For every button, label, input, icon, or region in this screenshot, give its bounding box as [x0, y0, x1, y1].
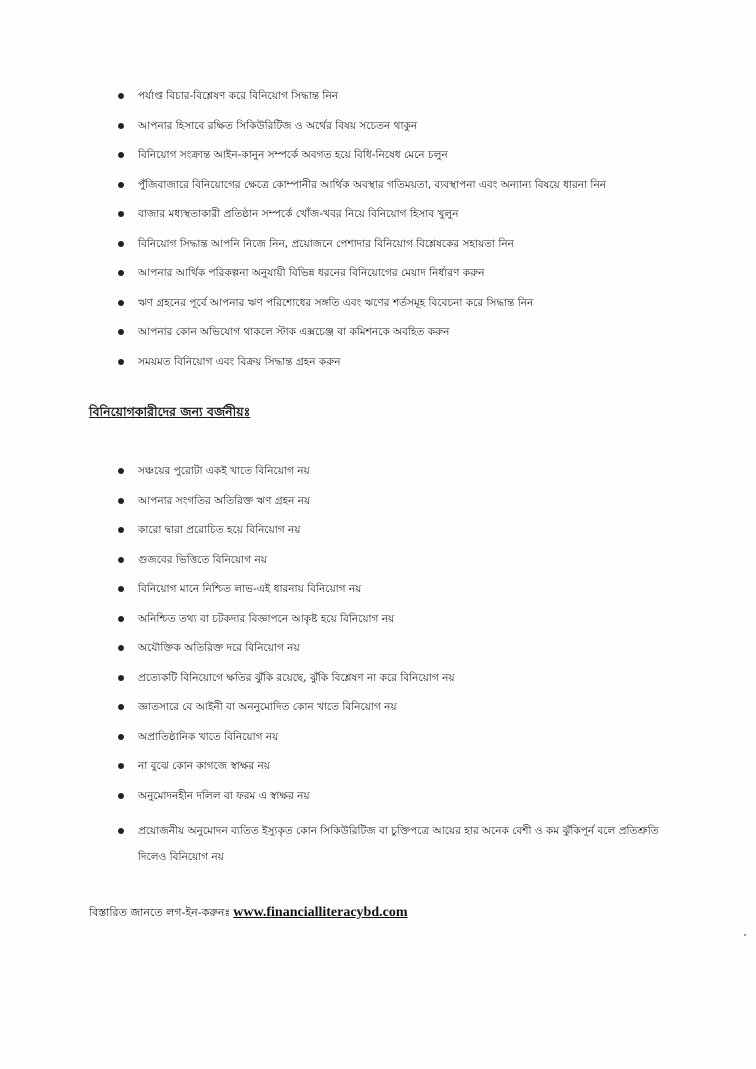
list-item-text: ঋণ গ্রহনের পূর্বে আপনার ঋণ পরিশোধের সঙ্গতি এবং ঋণের শর্তসমূহ বিবেচনা করে সিদ্ধান্ত নিন — [138, 296, 534, 309]
list-item — [118, 700, 678, 730]
bullet-icon — [118, 123, 124, 129]
list-item-text: পুঁজিবাজারে বিনিয়োগের ক্ষেত্রে কোম্পানীর আর্থিক অবস্থার গতিময়তা, ব্যবস্থাপনা এবং অন্যান্য বিষয়ে ধারনা নিন — [138, 178, 606, 191]
scan-speck — [744, 934, 746, 936]
bullet-icon — [118, 616, 124, 622]
list-item-text: অযৌক্তিক অতিরিক্ত দরে বিনিয়োগ নয় — [138, 642, 300, 654]
list-item — [118, 325, 718, 355]
list-item — [118, 178, 718, 208]
list-item-text: অনুমোদনহীন দলিল বা ফরম এ স্বাক্ষর নয় — [138, 789, 310, 802]
bullet-icon — [118, 557, 124, 563]
list-item — [118, 296, 718, 326]
avoid-section-heading: বিনিয়োগকারীদের জন্য বর্জনীয়ঃ — [89, 404, 251, 419]
bullet-icon — [118, 763, 124, 769]
bullet-icon — [118, 734, 124, 740]
list-item-text: সঞ্চয়ের পুরোটা একই খাতে বিনিয়োগ নয় — [138, 465, 310, 477]
list-item-text: আপনার আর্থিক পরিকল্পনা অনুযায়ী বিভিন্ন ধরনের বিনিয়োগের মেয়াদ নির্ধারণ করুন — [138, 267, 485, 279]
list-item — [118, 494, 678, 524]
bullet-icon — [118, 828, 124, 834]
footer-text: বিস্তারিত জানতে লগ-ইন-করুনঃ — [89, 906, 231, 919]
list-item-text: অপ্রাতিষ্ঠানিক খাতে বিনিয়োগ নয় — [138, 730, 279, 743]
bullet-icon — [118, 645, 124, 651]
list-item-text: পর্যাপ্ত বিচার-বিশ্লেষণ করে বিনিয়োগ সিদ্ধান্ত নিন — [138, 90, 338, 102]
list-item-text: বিনিয়োগ সংক্রান্ত আইন-কানুন সম্পর্কে অবগত হয়ে বিধি-নিষেধ মেনে চলুন — [138, 149, 448, 161]
list-item-text: আপনার হিসাবে রক্ষিত সিকিউরিটিজ ও অর্থের বিষয় সচেতন থাকুন — [138, 119, 418, 132]
list-item — [118, 523, 678, 553]
list-item-text: অনিশ্চিত তথ্য বা চটকদার বিজ্ঞাপনে আকৃষ্ট হয়ে বিনিয়োগ নয় — [138, 612, 395, 625]
list-item-text: প্রয়োজনীয় অনুমোদন ব্যতিত ইস্যুকৃত কোন সিকিউরিটিজ বা চুক্তিপত্রে আয়ের হার অনেক বেশী ও কম ঝুঁকিপূর্ন বলে প্রতিশ্রুতি দিলেও বিনিয়োগ নয় — [138, 825, 659, 863]
recommendations-list — [118, 89, 718, 384]
footer — [89, 904, 408, 923]
list-item-text: কারো দ্বারা প্ররোচিত হয়ে বিনিয়োগ নয় — [138, 524, 301, 536]
list-item-text: আপনার সংগতির অতিরিক্ত ঋণ গ্রহন নয় — [138, 494, 311, 507]
list-item — [118, 207, 718, 237]
bullet-icon — [118, 182, 124, 188]
list-item — [118, 266, 718, 296]
bullet-icon — [118, 468, 124, 474]
list-item — [118, 464, 678, 494]
avoid-list — [118, 464, 678, 870]
bullet-icon — [118, 675, 124, 681]
list-item-text: প্রত্যেকটি বিনিয়োগে ক্ষতির ঝুঁকি রয়েছে, ঝুঁকি বিশ্লেষণ না করে বিনিয়োগ নয় — [138, 671, 455, 684]
list-item — [118, 789, 678, 819]
website-link[interactable]: www.financialliteracybd.com — [233, 905, 408, 920]
bullet-icon — [118, 586, 124, 592]
bullet-icon — [118, 300, 124, 306]
list-item — [118, 119, 718, 149]
bullet-icon — [118, 211, 124, 217]
bullet-icon — [118, 527, 124, 533]
list-item — [118, 818, 678, 870]
bullet-icon — [118, 793, 124, 799]
list-item — [118, 641, 678, 671]
bullet-icon — [118, 359, 124, 365]
bullet-icon — [118, 93, 124, 99]
list-item — [118, 730, 678, 760]
bullet-icon — [118, 498, 124, 504]
list-item-text: বাজার মধ্যস্থতাকারী প্রতিষ্ঠান সম্পর্কে খোঁজ-খবর নিয়ে বিনিয়োগ হিসাব খুলুন — [138, 208, 459, 220]
list-item — [118, 612, 678, 642]
list-item — [118, 582, 678, 612]
bullet-icon — [118, 704, 124, 710]
list-item — [118, 553, 678, 583]
bullet-icon — [118, 270, 124, 276]
bullet-icon — [118, 329, 124, 335]
list-item — [118, 759, 678, 789]
list-item-text: বিনিয়োগ মানে নিশ্চিত লাভ-এই ধারনায় বিনিয়োগ নয় — [138, 583, 362, 595]
list-item-text: বিনিয়োগ সিদ্ধান্ত আপনি নিজে নিন, প্রয়োজনে পেশাদার বিনিয়োগ বিশ্লেষকের সহায়তা নিন — [138, 237, 514, 250]
list-item — [118, 89, 718, 119]
list-item — [118, 355, 718, 385]
list-item — [118, 671, 678, 701]
list-item — [118, 237, 718, 267]
list-item — [118, 148, 718, 178]
list-item-text: গুজবের ভিত্তিতে বিনিয়োগ নয় — [138, 553, 267, 566]
bullet-icon — [118, 152, 124, 158]
list-item-text: আপনার কোন অভিযোগ থাকলে স্টাক এক্সচেঞ্জ বা কমিশনকে অবহিত করুন — [138, 326, 450, 338]
bullet-icon — [118, 241, 124, 247]
list-item-text: না বুঝে কোন কাগজে স্বাক্ষর নয় — [138, 760, 270, 772]
list-item-text: জ্ঞাতসারে বে আইনী বা অননুমোদিত কোন খাতে বিনিয়োগ নয় — [138, 701, 397, 713]
list-item-text: সময়মত বিনিয়োগ এবং বিক্রয় সিদ্ধান্ত গ্রহন করুন — [138, 355, 341, 368]
